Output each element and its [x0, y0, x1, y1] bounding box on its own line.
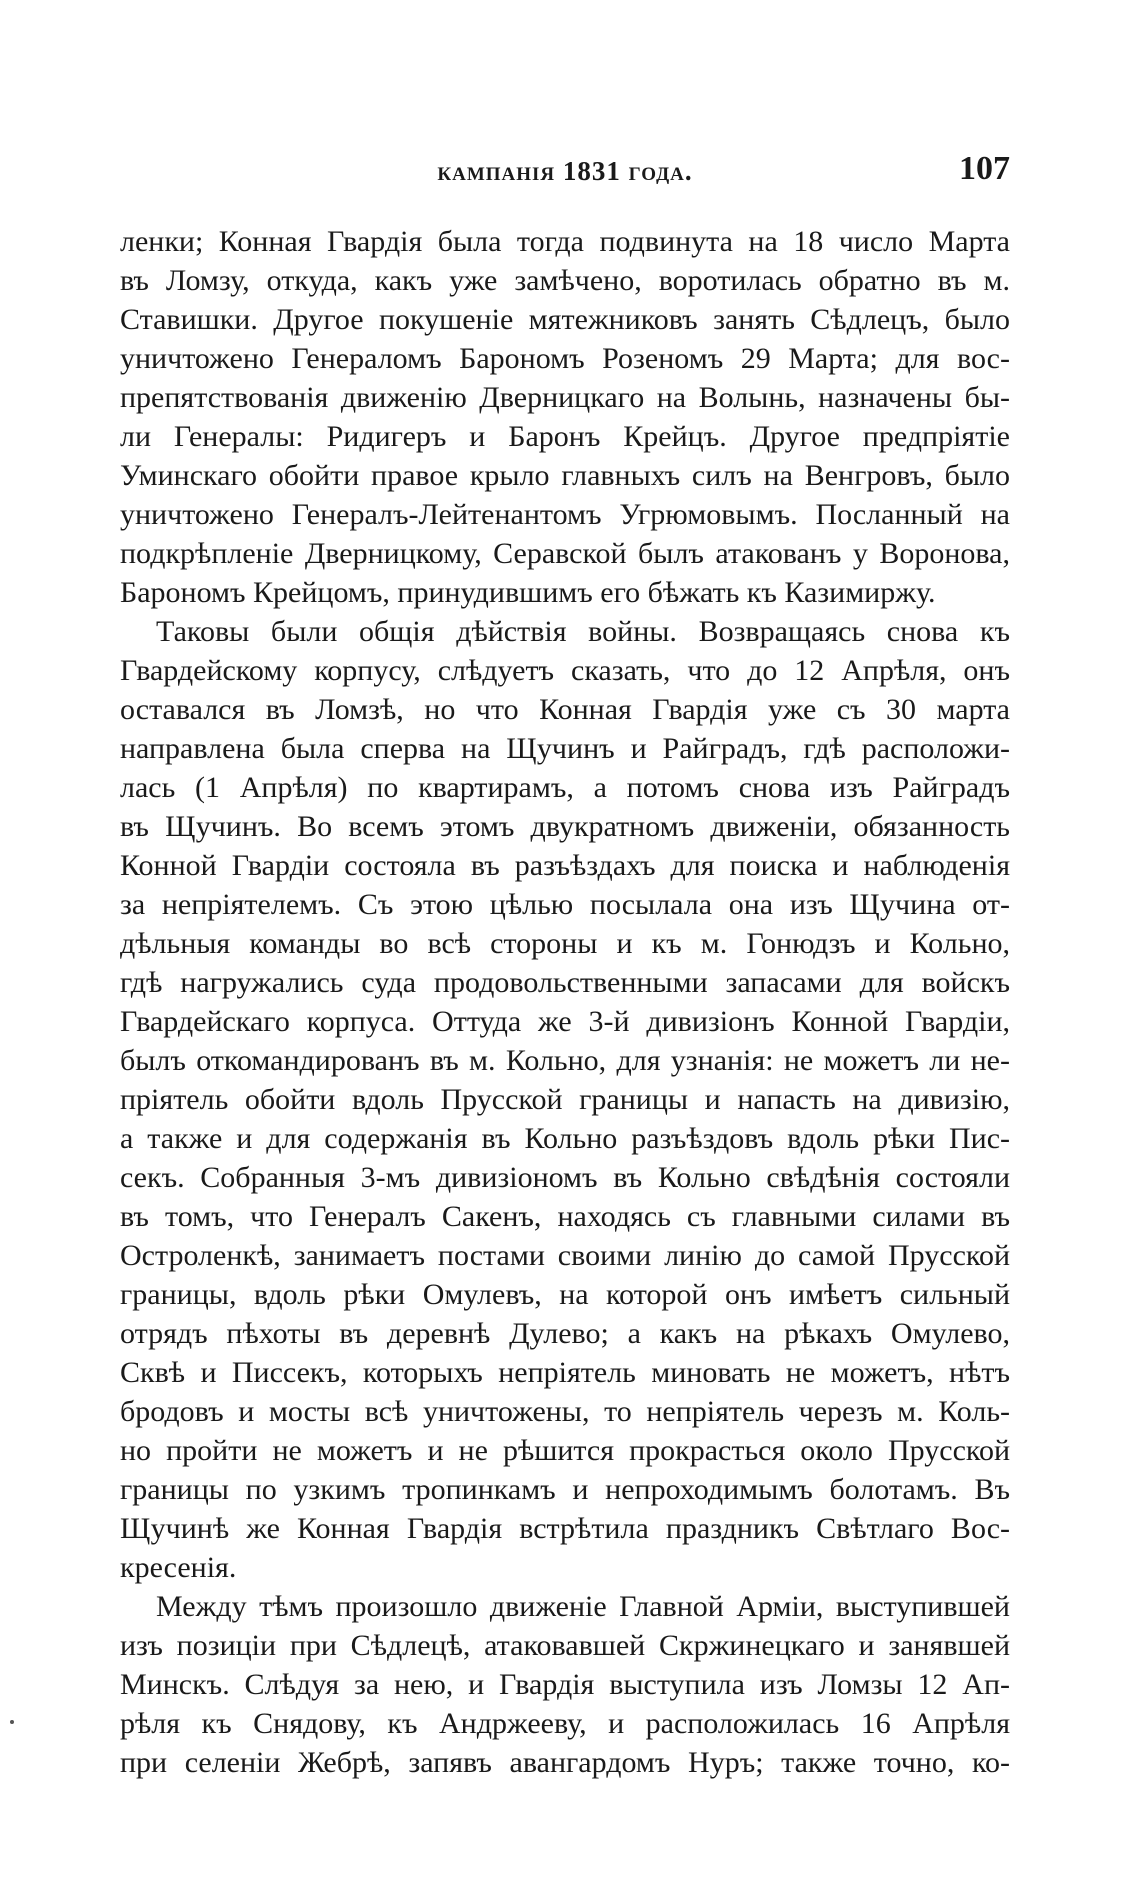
- text-line: ли Генералы: Ридигеръ и Баронъ Крейцъ. Другое предпріятіе: [120, 420, 1010, 453]
- text-line: Конной Гвардіи состояла въ разъѣздахъ для поиска и наблюденія: [120, 849, 1010, 882]
- text-line: ленки; Конная Гвардія была тогда подвинута на 18 число Марта: [120, 225, 1010, 258]
- text-line: Минскъ. Слѣдуя за нею, и Гвардія выступила изъ Ломзы 12 Ап-: [120, 1668, 1010, 1701]
- text-line: Щучинѣ же Конная Гвардія встрѣтила праздникъ Свѣтлаго Вос-: [120, 1512, 1010, 1545]
- paragraph: [120, 612, 1010, 1587]
- text-line: въ Щучинъ. Во всемъ этомъ двукратномъ движеніи, обязанность: [120, 810, 1010, 843]
- text-line: Сквѣ и Писсекъ, которыхъ непріятель миновать не можетъ, нѣтъ: [120, 1356, 1010, 1389]
- text-line: секъ. Собранныя 3-мъ дивизіономъ въ Кольно свѣдѣнія состояли: [120, 1161, 1010, 1194]
- text-line: но пройти не можетъ и не рѣшится прокрасться около Прусской: [120, 1434, 1010, 1467]
- text-line: границы по узкимъ тропинкамъ и непроходимымъ болотамъ. Въ: [120, 1473, 1010, 1506]
- paragraph: [120, 1587, 1010, 1782]
- text-line: Гвардейскаго корпуса. Оттуда же 3-й дивизіонъ Конной Гвардіи,: [120, 1005, 1010, 1038]
- text-line: препятствованія движенію Дверницкаго на Волынь, назначены бы-: [120, 381, 1010, 414]
- text-line: Таковы были общія дѣйствія войны. Возвращаясь снова къ: [156, 615, 1010, 648]
- text-line: пріятель обойти вдоль Прусской границы и напасть на дивизію,: [120, 1083, 1010, 1116]
- margin-speck: [10, 1720, 14, 1724]
- text-line: подкрѣпленіе Дверницкому, Серавской былъ атакованъ у Воронова,: [120, 537, 1010, 570]
- text-line: уничтожено Генераломъ Барономъ Розеномъ 29 Марта; для вос-: [120, 342, 1010, 375]
- text-line: отрядъ пѣхоты въ деревнѣ Дулево; а какъ на рѣкахъ Омулево,: [120, 1317, 1010, 1350]
- text-line: границы, вдоль рѣки Омулевъ, на которой онъ имѣетъ сильный: [120, 1278, 1010, 1311]
- body-text: [120, 222, 1010, 1782]
- text-line: дѣльныя команды во всѣ стороны и къ м. Гонюдзъ и Кольно,: [120, 927, 1010, 960]
- text-line: Ставишки. Другое покушеніе мятежниковъ занять Сѣдлецъ, было: [120, 303, 1010, 336]
- text-line: былъ откомандированъ въ м. Кольно, для узнанія: не можетъ ли не-: [120, 1044, 1010, 1077]
- running-title: кампанія 1831 года.: [437, 156, 693, 186]
- text-line: рѣля къ Снядову, къ Андржееву, и расположилась 16 Апрѣля: [120, 1707, 1010, 1740]
- page-number: 107: [959, 150, 1010, 187]
- text-line: направлена была сперва на Щучинъ и Райградъ, гдѣ расположи-: [120, 732, 1010, 765]
- text-line: Между тѣмъ произошло движеніе Главной Арміи, выступившей: [156, 1590, 1010, 1623]
- text-line: въ Ломзу, откуда, какъ уже замѣчено, воротилась обратно въ м.: [120, 264, 1010, 297]
- paragraph: [120, 222, 1010, 612]
- text-line: Гвардейскому корпусу, слѣдуетъ сказать, что до 12 Апрѣля, онъ: [120, 654, 1010, 687]
- text-line: Остроленкѣ, занимаетъ постами своими линію до самой Прусской: [120, 1239, 1010, 1272]
- text-line: гдѣ нагружались суда продовольственными запасами для войскъ: [120, 966, 1010, 999]
- text-line: а также и для содержанія въ Кольно разъѣздовъ вдоль рѣки Пис-: [120, 1122, 1010, 1155]
- text-line: изъ позиціи при Сѣдлецѣ, атаковавшей Скржинецкаго и занявшей: [120, 1629, 1010, 1662]
- text-line: при селеніи Жебрѣ, запявъ авангардомъ Нуръ; также точно, ко-: [120, 1746, 1010, 1779]
- text-line: Уминскаго обойти правое крыло главныхъ силъ на Венгровъ, было: [120, 459, 1010, 492]
- text-line: лась (1 Апрѣля) по квартирамъ, а потомъ снова изъ Райградъ: [120, 771, 1010, 804]
- text-line: бродовъ и мосты всѣ уничтожены, то непріятель черезъ м. Коль-: [120, 1395, 1010, 1428]
- text-line: въ томъ, что Генералъ Сакенъ, находясь съ главными силами въ: [120, 1200, 1010, 1233]
- text-line: кресенія.: [120, 1551, 237, 1584]
- text-line: оставался въ Ломзѣ, но что Конная Гвардія уже съ 30 марта: [120, 693, 1010, 726]
- text-line: за непріятелемъ. Съ этою цѣлью посылала она изъ Щучина от-: [120, 888, 1010, 921]
- running-head: [120, 150, 1010, 190]
- text-line: Барономъ Крейцомъ, принудившимъ его бѣжать къ Казимиржу.: [120, 576, 936, 609]
- text-line: уничтожено Генералъ-Лейтенантомъ Угрюмовымъ. Посланный на: [120, 498, 1010, 531]
